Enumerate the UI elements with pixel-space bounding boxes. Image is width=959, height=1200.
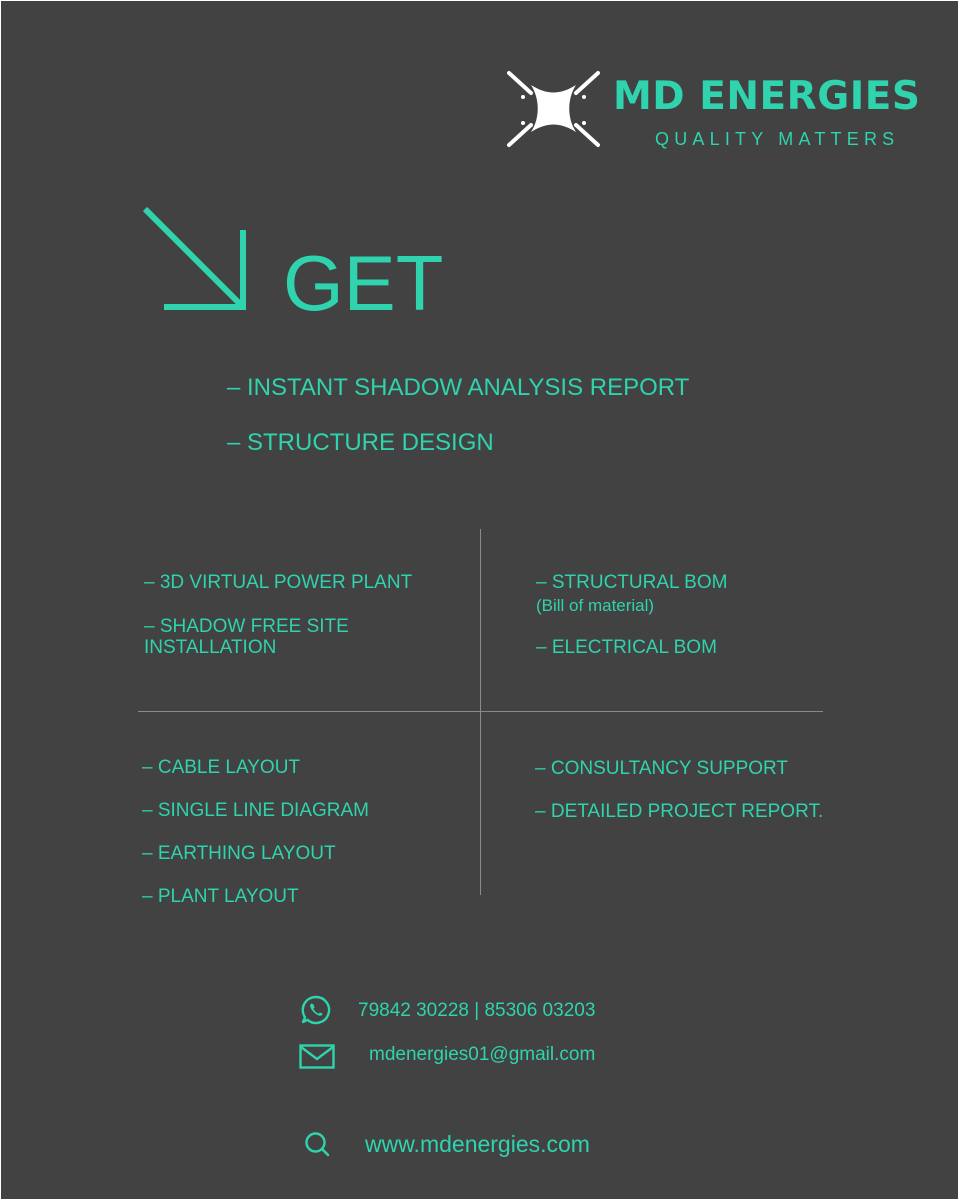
service-consultancy-support: – CONSULTANCY SUPPORT	[535, 758, 789, 779]
get-heading: GET	[283, 239, 444, 327]
poster	[1, 1, 958, 1199]
service-earthing-layout: – EARTHING LAYOUT	[142, 843, 336, 864]
website-url: www.mdenergies.com	[365, 1131, 590, 1157]
grid-vertical-divider	[480, 529, 481, 895]
email-address: mdenergies01@gmail.com	[369, 1044, 596, 1065]
x-star-logo-icon	[501, 61, 606, 156]
brand-tagline: QUALITY MATTERS	[655, 129, 900, 149]
service-plant-layout: – PLANT LAYOUT	[142, 886, 299, 907]
search-icon	[303, 1130, 331, 1158]
envelope-icon	[299, 1044, 335, 1069]
brand-name: MD ENERGIES	[613, 74, 921, 119]
phone-numbers: 79842 30228 | 85306 03203	[358, 1000, 596, 1021]
service-electrical-bom: – ELECTRICAL BOM	[536, 637, 717, 658]
service-single-line-diagram: – SINGLE LINE DIAGRAM	[142, 800, 370, 821]
highlight-shadow-report: – INSTANT SHADOW ANALYSIS REPORT	[227, 374, 690, 401]
service-shadow-free-site: – SHADOW FREE SITE	[144, 616, 349, 637]
service-shadow-free-site-cont: INSTALLATION	[144, 637, 277, 658]
service-structural-bom-note: (Bill of material)	[536, 596, 655, 615]
service-cable-layout: – CABLE LAYOUT	[142, 757, 301, 778]
grid-horizontal-divider	[138, 711, 823, 712]
service-structural-bom: – STRUCTURAL BOM	[536, 572, 728, 593]
arrow-down-right-icon	[139, 201, 251, 313]
service-3d-virtual-power-plant: – 3D VIRTUAL POWER PLANT	[144, 572, 413, 593]
whatsapp-icon	[300, 994, 332, 1026]
highlight-structure-design: – STRUCTURE DESIGN	[227, 429, 494, 456]
service-detailed-project-report: – DETAILED PROJECT REPORT.	[535, 801, 824, 822]
